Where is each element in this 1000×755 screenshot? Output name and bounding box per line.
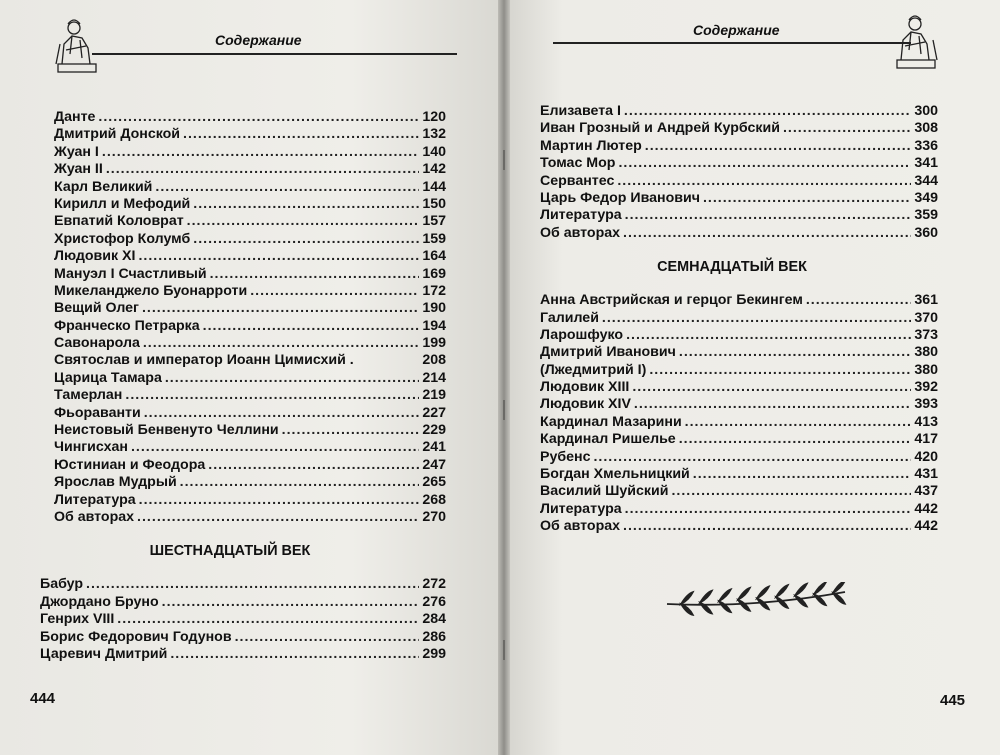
dot-leader (632, 379, 911, 395)
toc-entry (540, 155, 938, 172)
dot-leader (693, 466, 912, 482)
toc-entry (54, 387, 446, 404)
toc-entry-title: Томас Мор (540, 155, 616, 172)
toc-entry (54, 231, 446, 248)
dot-leader (193, 196, 419, 212)
dot-leader (685, 414, 912, 430)
dot-leader (180, 474, 420, 490)
toc-entry-page: 359 (914, 207, 938, 224)
dot-leader (165, 370, 419, 386)
toc-entry-title: Тамерлан (54, 387, 123, 404)
dot-leader (183, 126, 419, 142)
toc-entry-page: 299 (422, 645, 446, 662)
dot-leader (117, 611, 419, 627)
toc-entry-title: Христофор Колумб (54, 230, 191, 247)
toc-entry-title: Неистовый Бенвенуто Челлини (54, 422, 279, 439)
dot-leader (155, 179, 419, 195)
toc-entry-page: 169 (422, 265, 446, 282)
toc-entry-page: 268 (422, 491, 446, 508)
toc-entry-page: 270 (422, 508, 446, 525)
toc-entry-page: 172 (422, 282, 446, 299)
toc-entry-title: Чингисхан (54, 439, 128, 456)
seated-scholar-icon (52, 14, 102, 76)
dot-leader (593, 449, 911, 465)
toc-entry-page: 247 (422, 456, 446, 473)
toc-entry (540, 396, 938, 413)
toc-entry-title: Царевич Дмитрий (40, 645, 168, 662)
toc-entry (54, 283, 446, 300)
toc-list (540, 103, 938, 536)
toc-entry-title: Карл Великий (54, 178, 153, 195)
toc-entry-page: 380 (914, 361, 938, 378)
dot-leader (193, 231, 419, 247)
dot-leader (679, 431, 912, 447)
toc-entry (40, 646, 446, 663)
toc-entry (540, 103, 938, 120)
toc-entry-page: 227 (422, 404, 446, 421)
toc-entry-title: Людовик XIV (540, 396, 631, 413)
laurel-leaf (833, 582, 845, 593)
toc-entry-title: Ларошфуко (540, 326, 624, 343)
dot-leader (703, 190, 911, 206)
dot-leader (649, 362, 911, 378)
toc-entry-title: Жуан I (54, 143, 99, 160)
toc-entry-title: Генрих VIII (40, 611, 115, 628)
toc-entry-title: Жуан II (54, 161, 103, 178)
toc-entry-page: 214 (422, 369, 446, 386)
dot-leader (235, 629, 420, 645)
toc-entry-title: Ярослав Мудрый (54, 474, 177, 491)
toc-entry-page: 241 (422, 439, 446, 456)
seated-scholar-icon (891, 10, 941, 72)
toc-entry (54, 179, 446, 196)
toc-entry (540, 190, 938, 207)
toc-entry-page: 219 (422, 387, 446, 404)
toc-entry (54, 352, 446, 369)
toc-entry-title: Борис Федорович Годунов (40, 628, 232, 645)
toc-entry (40, 576, 446, 593)
toc-entry-page: 370 (914, 309, 938, 326)
toc-group (54, 109, 446, 526)
toc-entry-page: 413 (914, 413, 938, 430)
toc-entry-title: Кардинал Мазарини (540, 413, 682, 430)
toc-entry-title: Иван Грозный и Андрей Курбский (540, 120, 780, 137)
toc-entry-title: Данте (54, 109, 96, 125)
toc-entry-page: 120 (422, 109, 446, 125)
laurel-leaf (833, 593, 845, 604)
laurel-leaf (719, 589, 731, 601)
toc-entry-page: 361 (914, 292, 938, 309)
toc-entry-page: 157 (422, 213, 446, 230)
toc-entry (54, 126, 446, 143)
header-title: Содержание (693, 22, 780, 38)
toc-entry-title: Анна Австрийская и герцог Бекингем (540, 292, 803, 309)
toc-entry-page: 265 (422, 474, 446, 491)
toc-entry-title: Царица Тамара (54, 369, 162, 386)
toc-group (40, 576, 446, 663)
toc-entry (54, 335, 446, 352)
toc-entry-title: Дмитрий Иванович (540, 344, 676, 361)
toc-entry-title: Царь Федор Иванович (540, 189, 700, 206)
toc-entry-title: Кардинал Ришелье (540, 431, 676, 448)
toc-entry-page: 392 (914, 379, 938, 396)
toc-entry-title: Святослав и император Иоанн Цимисхий . (54, 352, 354, 369)
toc-entry (54, 144, 446, 161)
toc-entry-page: 380 (914, 344, 938, 361)
binding-stitch (503, 400, 505, 420)
toc-entry (540, 483, 938, 500)
toc-entry-title: Литература (540, 500, 622, 517)
page-number: 445 (940, 692, 966, 709)
toc-entry-title: Юстиниан и Феодора (54, 456, 206, 473)
dot-leader (137, 509, 419, 525)
toc-group (540, 292, 938, 535)
toc-entry-title: Василий Шуйский (540, 483, 669, 500)
toc-entry-page: 284 (422, 611, 446, 628)
toc-entry (540, 120, 938, 137)
toc-group (540, 103, 938, 242)
dot-leader (86, 576, 419, 592)
toc-entry-page: 229 (422, 422, 446, 439)
laurel-leaf (814, 582, 826, 594)
toc-entry-page: 286 (422, 628, 446, 645)
toc-entry (54, 474, 446, 491)
toc-entry (54, 196, 446, 213)
laurel-leaf (757, 586, 769, 598)
toc-entry-page: 360 (914, 224, 938, 241)
toc-entry-page: 132 (422, 126, 446, 143)
dot-leader (208, 457, 419, 473)
dot-leader (144, 405, 420, 421)
laurel-leaf (681, 592, 693, 604)
toc-entry-title: Микеланджело Буонарроти (54, 282, 248, 299)
toc-entry-page: 150 (422, 195, 446, 212)
dot-leader (671, 483, 911, 499)
toc-entry (540, 310, 938, 327)
laurel-branch-icon (661, 582, 851, 624)
toc-entry-title: Дмитрий Донской (54, 126, 181, 143)
toc-entry-page: 393 (914, 396, 938, 413)
toc-entry (40, 629, 446, 646)
dot-leader (203, 318, 420, 334)
toc-entry-title: Об авторах (540, 224, 621, 241)
toc-list (40, 109, 446, 663)
toc-entry-page: 431 (914, 466, 938, 483)
dot-leader (623, 225, 911, 241)
laurel-leaf (757, 598, 769, 609)
toc-entry-page: 208 (422, 352, 446, 369)
toc-entry-page: 140 (422, 143, 446, 160)
toc-entry-page: 164 (422, 248, 446, 265)
toc-entry-title: Рубенс (540, 448, 591, 465)
toc-entry (40, 594, 446, 611)
toc-entry-title: (Лжедмитрий I) (540, 361, 647, 378)
right-page (503, 0, 1000, 755)
toc-entry-title: Елизавета I (540, 103, 621, 119)
dot-leader (625, 207, 912, 223)
toc-entry-title: Кирилл и Мефодий (54, 195, 191, 212)
toc-entry-title: Галилей (540, 309, 599, 326)
dot-leader (645, 138, 912, 154)
toc-entry (54, 266, 446, 283)
toc-entry-page: 336 (914, 137, 938, 154)
toc-entry-title: Бабур (40, 576, 84, 593)
toc-entry-page: 194 (422, 317, 446, 334)
toc-entry (54, 509, 446, 526)
toc-entry-title: Савонарола (54, 335, 140, 352)
toc-entry-page: 341 (914, 155, 938, 172)
toc-entry-page: 373 (914, 326, 938, 343)
dot-leader (162, 594, 420, 610)
toc-entry (540, 431, 938, 448)
toc-entry (54, 405, 446, 422)
laurel-leaf (738, 600, 750, 611)
toc-entry (540, 501, 938, 518)
binding-stitch (503, 150, 505, 170)
dot-leader (210, 266, 420, 282)
toc-entry-page: 144 (422, 178, 446, 195)
toc-entry (54, 109, 446, 126)
toc-entry-page: 420 (914, 448, 938, 465)
dot-leader (623, 518, 911, 534)
dot-leader (187, 213, 420, 229)
toc-entry (54, 300, 446, 317)
dot-leader (624, 103, 911, 119)
page-number: 444 (30, 690, 56, 707)
toc-entry (540, 466, 938, 483)
dot-leader (602, 310, 911, 326)
toc-entry-page: 308 (914, 120, 938, 137)
toc-entry (540, 379, 938, 396)
toc-entry-page: 159 (422, 230, 446, 247)
toc-entry-title: Богдан Хмельницкий (540, 466, 690, 483)
toc-entry (54, 161, 446, 178)
dot-leader (617, 173, 911, 189)
toc-entry (54, 457, 446, 474)
toc-entry (54, 492, 446, 509)
toc-entry-page: 199 (422, 335, 446, 352)
toc-entry (54, 213, 446, 230)
dot-leader (625, 501, 912, 517)
section-title: ШЕСТНАДЦАТЫЙ ВЕК (149, 543, 311, 560)
toc-entry (540, 292, 938, 309)
laurel-leaf (776, 585, 788, 597)
dot-leader (634, 396, 911, 412)
toc-entry-title: Людовик XIII (540, 379, 630, 396)
dot-leader (98, 109, 419, 125)
dot-leader (138, 248, 419, 264)
toc-entry (54, 318, 446, 335)
toc-entry-title: Сервантес (540, 172, 615, 189)
toc-entry-title: Мартин Лютер (540, 137, 642, 154)
toc-entry-page: 442 (914, 500, 938, 517)
toc-entry (540, 225, 938, 242)
laurel-leaf (795, 584, 807, 596)
toc-entry (540, 362, 938, 379)
dot-leader (170, 646, 419, 662)
toc-entry-page: 276 (422, 593, 446, 610)
toc-entry-page: 272 (422, 576, 446, 593)
toc-entry (40, 611, 446, 628)
toc-entry-title: Об авторах (540, 518, 621, 535)
toc-entry (540, 207, 938, 224)
laurel-leaf (719, 601, 731, 612)
toc-entry-title: Франческо Петрарка (54, 317, 200, 334)
dot-leader (125, 387, 419, 403)
toc-entry (540, 173, 938, 190)
dot-leader (626, 327, 911, 343)
toc-entry (540, 414, 938, 431)
laurel-leaf (776, 597, 788, 608)
toc-entry-title: Фьораванти (54, 404, 141, 421)
toc-entry (540, 518, 938, 535)
header-rule (553, 42, 911, 44)
toc-entry-title: Джордано Бруно (40, 593, 159, 610)
laurel-leaf (738, 588, 750, 600)
toc-entry (54, 248, 446, 265)
toc-entry (54, 422, 446, 439)
dot-leader (250, 283, 419, 299)
header-title: Содержание (215, 32, 302, 48)
toc-entry-title: Литература (54, 491, 136, 508)
toc-entry-page: 417 (914, 431, 938, 448)
dot-leader (282, 422, 420, 438)
section-title: СЕМНАДЦАТЫЙ ВЕК (657, 259, 807, 276)
toc-entry-page: 190 (422, 300, 446, 317)
toc-entry (54, 439, 446, 456)
dot-leader (806, 292, 911, 308)
toc-entry (540, 138, 938, 155)
dot-leader (618, 155, 911, 171)
toc-entry-page: 442 (914, 518, 938, 535)
toc-entry-title: Мануэл I Счастливый (54, 265, 207, 282)
dot-leader (106, 161, 420, 177)
dot-leader (139, 492, 420, 508)
toc-entry (54, 370, 446, 387)
dot-leader (783, 120, 911, 136)
toc-entry-title: Об авторах (54, 508, 135, 525)
dot-leader (142, 300, 419, 316)
toc-entry (540, 344, 938, 361)
laurel-leaf (681, 604, 693, 615)
toc-entry (540, 449, 938, 466)
laurel-leaf (700, 591, 712, 603)
dot-leader (679, 344, 911, 360)
toc-entry-title: Вещий Олег (54, 300, 139, 317)
toc-entry-title: Евпатий Коловрат (54, 213, 184, 230)
toc-entry-page: 349 (914, 189, 938, 206)
toc-entry-title: Литература (540, 207, 622, 224)
dot-leader (102, 144, 419, 160)
toc-entry-page: 344 (914, 172, 938, 189)
toc-entry (540, 327, 938, 344)
toc-entry-page: 437 (914, 483, 938, 500)
toc-entry-page: 142 (422, 161, 446, 178)
dot-leader (131, 439, 419, 455)
toc-entry-page: 300 (914, 103, 938, 119)
toc-entry-title: Людовик XI (54, 248, 136, 265)
binding-stitch (503, 640, 505, 660)
dot-leader (143, 335, 419, 351)
header-rule (92, 53, 457, 55)
